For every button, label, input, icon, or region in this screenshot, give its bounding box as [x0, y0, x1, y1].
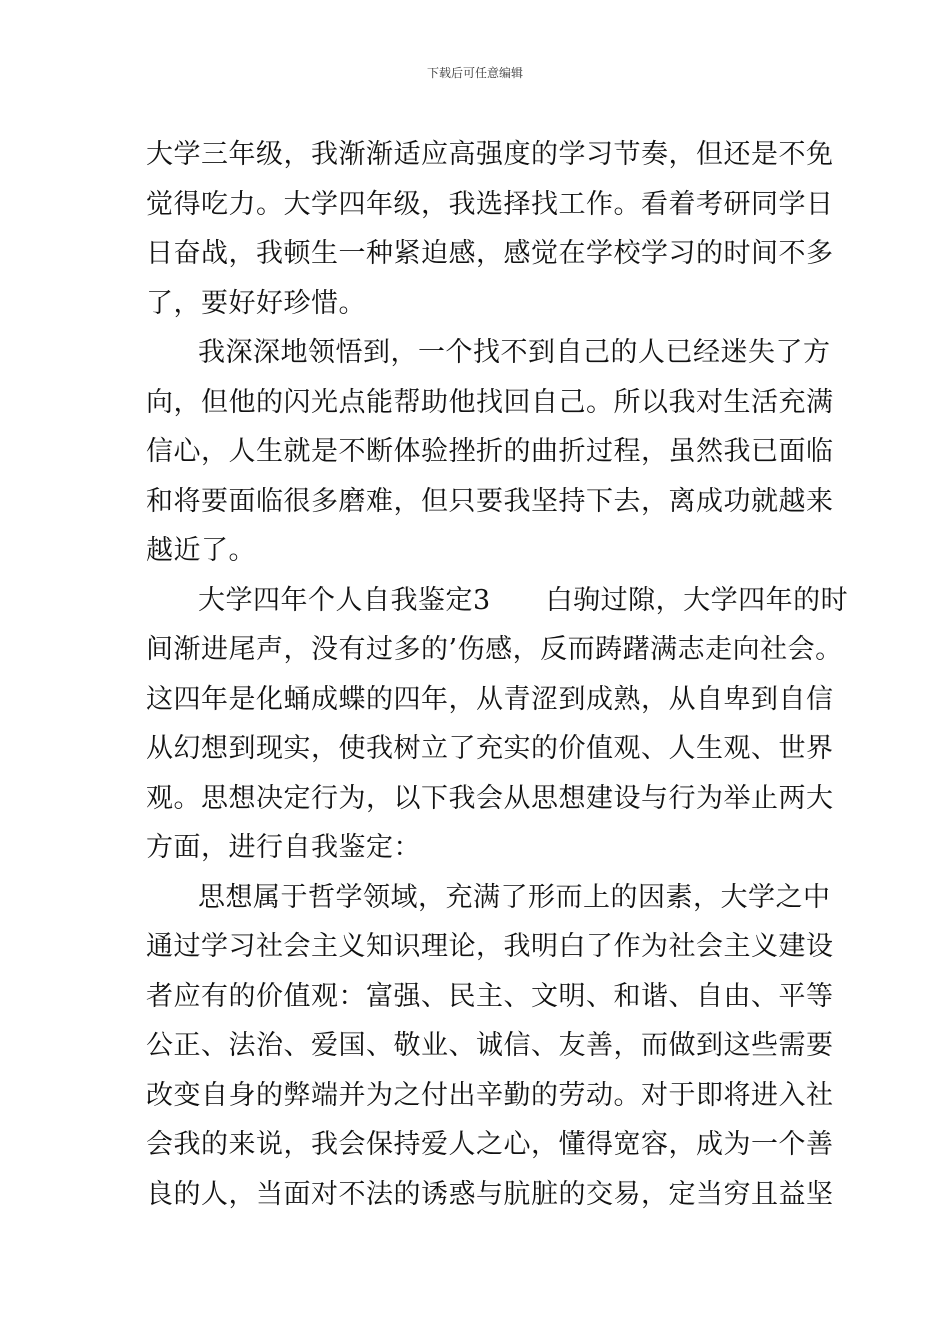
- text-line: 了，要好好珍惜。: [146, 287, 366, 319]
- text-line: 我深深地领悟到，一个找不到自己的人已经迷失了方: [198, 337, 831, 368]
- text-line: 改变自身的弊端并为之付出辛勤的劳动。对于即将进入社: [146, 1079, 834, 1111]
- document-body: [146, 130, 849, 1219]
- text-line: 这四年是化蛹成蝶的四年，从青涩到成熟，从自卑到自信: [146, 683, 834, 715]
- text-line: 大学三年级，我渐渐适应高强度的学习节奏，但还是不免: [146, 139, 834, 170]
- text-line: 会我的来说，我会保持爱人之心，懂得宽容，成为一个善: [146, 1129, 834, 1160]
- text-line: 观。思想决定行为，以下我会从思想建设与行为举止两大: [146, 782, 834, 814]
- page-header: 下载后可任意编辑: [426, 66, 523, 80]
- text-line: 方面，进行自我鉴定：: [146, 832, 421, 863]
- text-line: 大学四年个人自我鉴定3 白驹过隙，大学四年的时: [198, 584, 849, 616]
- text-line: 良的人，当面对不法的诱惑与肮脏的交易，定当穷且益坚: [146, 1178, 834, 1210]
- text-line: 信心，人生就是不断体验挫折的曲折过程，虽然我已面临: [146, 436, 834, 467]
- text-line: 思想属于哲学领域，充满了形而上的因素，大学之中: [198, 881, 831, 913]
- text-line: 向，但他的闪光点能帮助他找回自己。所以我对生活充满: [146, 386, 834, 418]
- text-line: 从幻想到现实，使我树立了充实的价值观、人生观、世界: [146, 733, 834, 764]
- text-line: 间渐进尾声，没有过多的’伤感，反而踌躇满志走向社会。: [146, 634, 843, 665]
- text-line: 通过学习社会主义知识理论，我明白了作为社会主义建设: [146, 931, 834, 962]
- text-line: 觉得吃力。大学四年级，我选择找工作。看着考研同学日: [146, 188, 834, 220]
- text-line: 日奋战，我顿生一种紧迫感，感觉在学校学习的时间不多: [146, 238, 834, 269]
- text-line: 公正、法治、爱国、敬业、诚信、友善，而做到这些需要: [146, 1030, 834, 1061]
- text-line: 越近了。: [146, 535, 256, 566]
- text-line: 者应有的价值观：富强、民主、文明、和谐、自由、平等: [146, 980, 834, 1012]
- text-line: 和将要面临很多磨难，但只要我坚持下去，离成功就越来: [146, 485, 834, 517]
